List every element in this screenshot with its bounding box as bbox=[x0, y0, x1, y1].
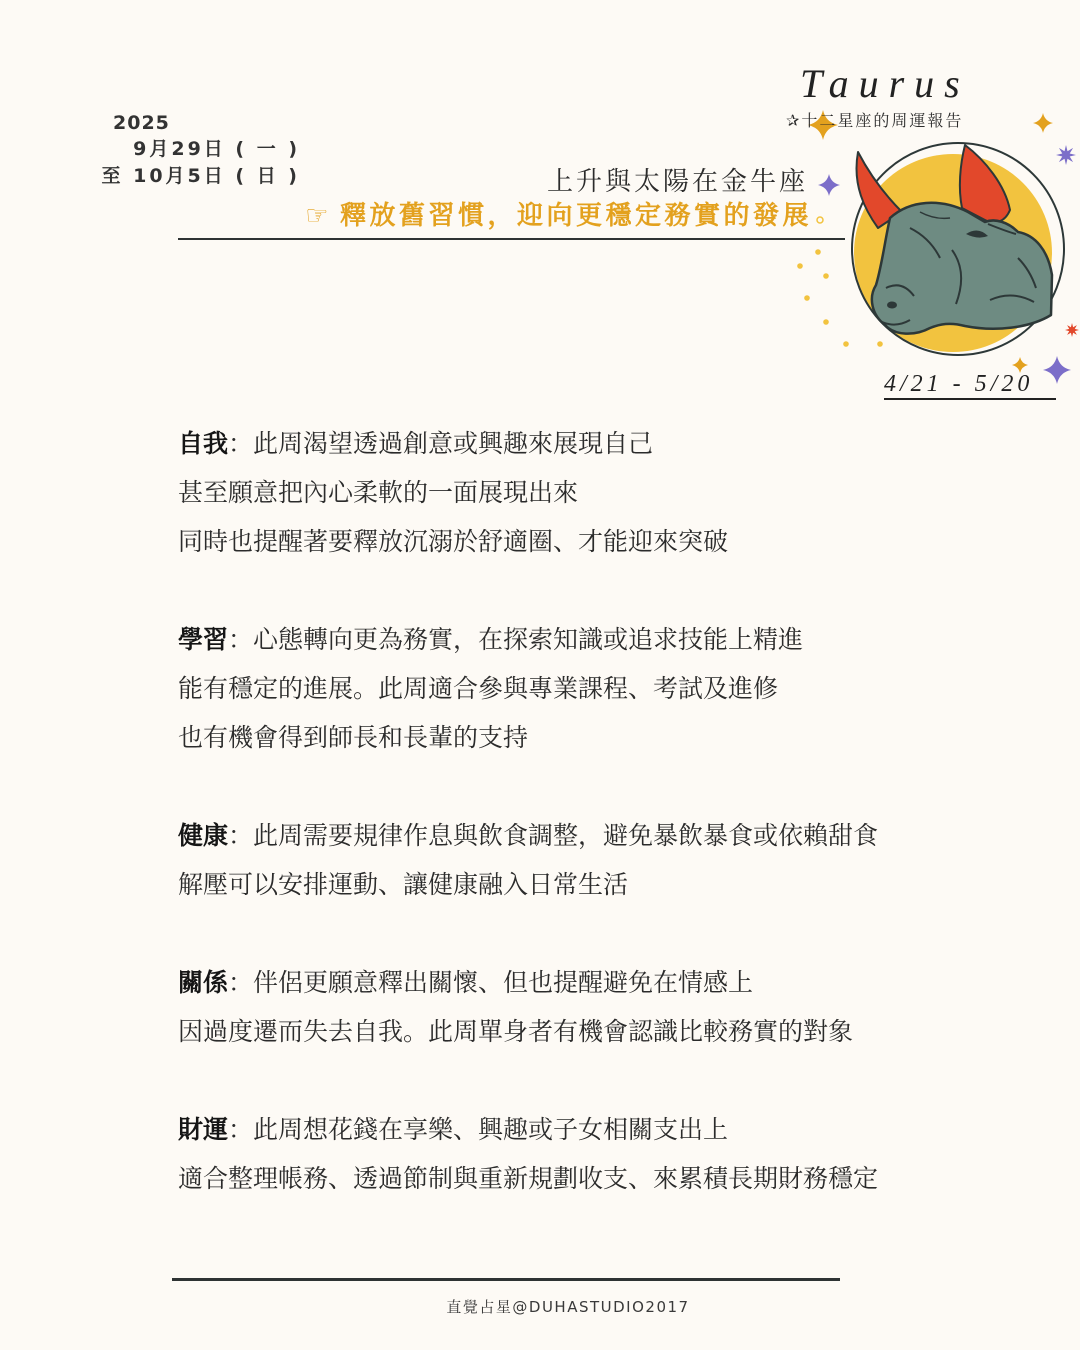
section-first-line bbox=[178, 958, 1058, 1007]
red-star-icon bbox=[1065, 323, 1079, 337]
gold-sparkle-icon bbox=[1033, 113, 1053, 133]
footer-divider bbox=[172, 1278, 840, 1281]
section-first-line bbox=[178, 1105, 1058, 1154]
section-label: 自我 bbox=[178, 429, 229, 458]
report-subtitle: ✰十二星座的周運報告 bbox=[786, 111, 964, 130]
decor-dot bbox=[823, 273, 829, 279]
decor-dot bbox=[797, 263, 803, 269]
sign-date-underline bbox=[884, 398, 1056, 400]
section-line: 因過度遷而失去自我。此周單身者有機會認識比較務實的對象 bbox=[178, 1017, 854, 1046]
section-label: 學習 bbox=[178, 625, 229, 654]
forecast-body bbox=[178, 419, 1058, 1203]
headline: 上升與太陽在金牛座 bbox=[546, 167, 808, 197]
section-line: 能有穩定的進展。此周適合參與專業課程、考試及進修 bbox=[178, 674, 779, 703]
purple-star-icon bbox=[1056, 145, 1076, 165]
decor-dot bbox=[843, 341, 849, 347]
sign-date-range: 4/21 - 5/20 bbox=[884, 371, 1034, 397]
purple-sparkle-icon bbox=[818, 174, 840, 196]
section-text: ：此周想花錢在享樂、興趣或子女相關支出上 bbox=[228, 1115, 729, 1144]
section-line: 甚至願意把內心柔軟的一面展現出來 bbox=[178, 478, 579, 507]
section-text: ：此周渴望透過創意或興趣來展現自己 bbox=[228, 429, 654, 458]
decor-dot bbox=[804, 295, 810, 301]
sign-name-title: Taurus bbox=[800, 61, 970, 106]
section-relationship bbox=[178, 958, 1058, 1056]
section-line: 也有機會得到師長和長輩的支持 bbox=[178, 723, 529, 752]
taurus-illustration bbox=[790, 100, 1080, 390]
section-text: ：此周需要規律作息與飲食調整，避免暴飲暴食或依賴甜食 bbox=[228, 821, 879, 850]
section-line: 解壓可以安排運動、讓健康融入日常生活 bbox=[178, 870, 629, 899]
decor-ring-dot bbox=[817, 217, 823, 223]
section-label: 關係 bbox=[178, 968, 229, 997]
section-wealth bbox=[178, 1105, 1058, 1203]
header-divider bbox=[178, 238, 845, 240]
section-line: 同時也提醒著要釋放沉溺於舒適圈、才能迎來突破 bbox=[178, 527, 729, 556]
tagline bbox=[240, 199, 812, 233]
section-health bbox=[178, 811, 1058, 909]
section-self bbox=[178, 419, 1058, 566]
bull-nostril bbox=[887, 302, 897, 309]
section-line: 適合整理帳務、透過節制與重新規劃收支、來累積長期財務穩定 bbox=[178, 1164, 879, 1193]
section-label: 健康 bbox=[178, 821, 229, 850]
section-first-line bbox=[178, 419, 1058, 468]
purple-sparkle-icon bbox=[1043, 356, 1071, 384]
footer-credit: 直覺占星@DUHASTUDIO2017 bbox=[446, 1298, 690, 1316]
decor-dot bbox=[815, 249, 821, 255]
date-start: 9月29日 ( 一 ) bbox=[133, 138, 300, 160]
tagline-text: 釋放舊習慣，迎向更穩定務實的發展 bbox=[339, 201, 812, 231]
date-end: 至 10月5日 ( 日 ) bbox=[101, 165, 300, 187]
pointing-hand-icon: ☞ bbox=[305, 201, 332, 231]
date-year: 2025 bbox=[113, 112, 170, 134]
section-label: 財運 bbox=[178, 1115, 229, 1144]
section-first-line bbox=[178, 615, 1058, 664]
section-text: ：伴侶更願意釋出關懷、但也提醒避免在情感上 bbox=[228, 968, 754, 997]
section-first-line bbox=[178, 811, 1058, 860]
section-study bbox=[178, 615, 1058, 762]
decor-dot bbox=[823, 319, 829, 325]
decor-dot bbox=[877, 341, 883, 347]
section-text: ：心態轉向更為務實，在探索知識或追求技能上精進 bbox=[228, 625, 804, 654]
